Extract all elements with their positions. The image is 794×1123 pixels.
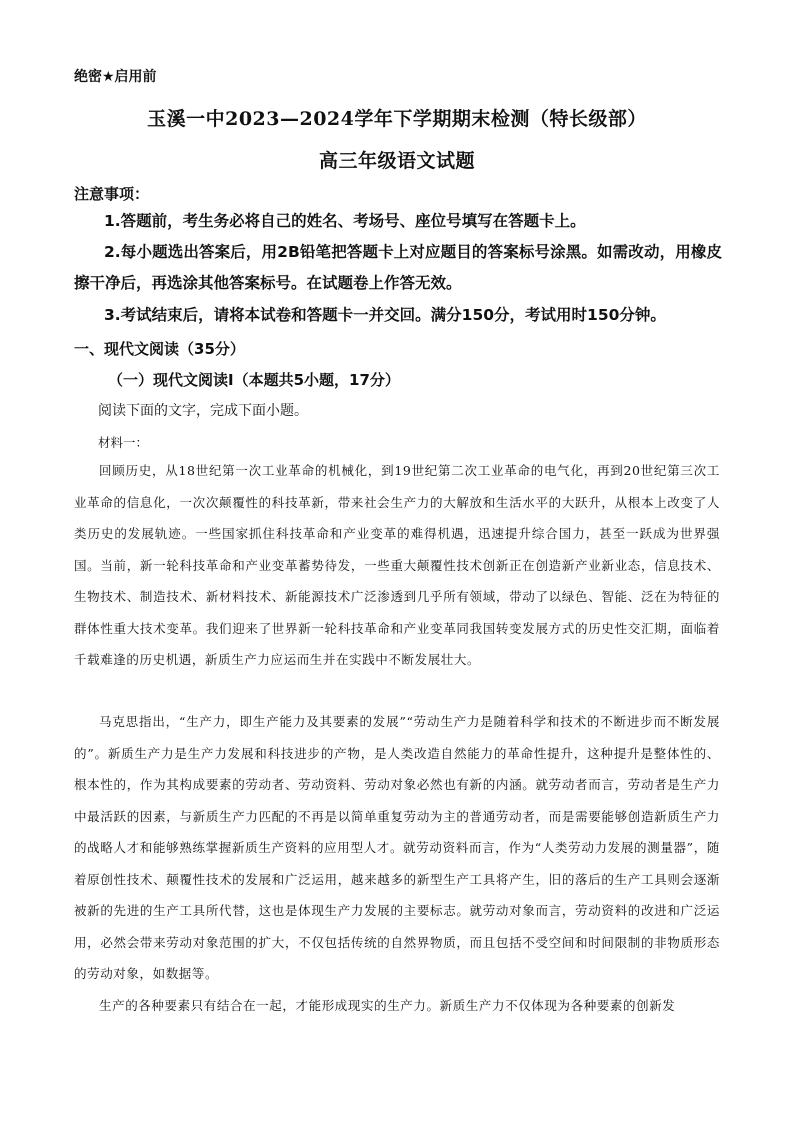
exam-subtitle: 高三年级语文试题 <box>318 150 475 172</box>
passage-paragraph-2: 马克思指出，“生产力，即生产能力及其要素的发展”“劳动生产力是随着科学和技术的不断进步而不断发展的”。新质生产力是生产力发展和科技进步的产物，是人类改造自然能力的革命性提升，这种提升是整体性的、根本性的，作为其构成要素的劳动者、劳动资料、劳动对象必然也有新的内涵。就劳动者而言，劳动者是生产力中最活跃的因素，与新质生产力匹配的不再是以简单重复劳动为主的普通劳动者，而是需要能够创造新质生产力的战略人才和能够熟练掌握新质生产资料的应用型人才。就劳动资料而言，作为“人类劳动力发展的测量器”，随着原创性技术、颠覆性技术的发展和广泛运用，越来越多的新型生产工具将产生，旧的落后的生产工具则会逐渐被新的先进的生产工具所代替，这也是体现生产力发展的主要标志。就劳动对象而言，劳动资料的改进和广泛运用，必然会带来劳动对象范围的扩大，不仅包括传统的自然界物质，而且包括不受空间和时间限制的非物质形态的劳动对象，如数据等。 <box>74 714 720 981</box>
section-heading: 一、现代文阅读（35分） <box>74 340 245 358</box>
passage-paragraph-1: 回顾历史，从18世纪第一次工业革命的机械化，到19世纪第二次工业革命的电气化，再到20世纪第三次工业革命的信息化，一次次颠覆性的科技革新，带来社会生产力的大解放和生活水平的大跃升，从根本上改变了人类历史的发展轨迹。一些国家抓住科技革命和产业变革的难得机遇，迅速提升综合国力，甚至一跃成为世界强国。当前，新一轮科技革命和产业变革蓄势待发，一些重大颠覆性技术创新正在创造新产业新业态，信息技术、生物技术、制造技术、新材料技术、新能源技术广泛渗透到几乎所有领域，带动了以绿色、智能、泛在为特征的群体性重大技术变革。我们迎来了世界新一轮科技革命和产业变革同我国转变发展方式的历史性交汇期，面临着千载难逢的历史机遇，新质生产力应运而生并在实践中不断发展壮大。 <box>74 463 720 667</box>
exam-title: 玉溪一中2023—2024学年下学期期末检测（特长级部） <box>147 108 647 130</box>
subsection-heading: （一）现代文阅读Ⅰ（本题共5小题，17分） <box>108 371 400 389</box>
reading-instruction: 阅读下面的文字，完成下面小题。 <box>98 403 308 419</box>
notice-item-2: 2.每小题选出答案后，用2B铅笔把答题卡上对应题目的答案标号涂黑。如需改动，用橡皮擦干净后，再选涂其他答案标号。在试题卷上作答无效。 <box>74 243 722 292</box>
notice-item-1: 1.答题前，考生务必将自己的姓名、考场号、座位号填写在答题卡上。 <box>104 212 586 230</box>
material-label: 材料一： <box>98 435 149 450</box>
passage-paragraph-3: 生产的各种要素只有结合在一起，才能形成现实的生产力。新质生产力不仅体现为各种要素的创新发 <box>99 998 676 1013</box>
confidential-label: 绝密★启用前 <box>74 69 157 85</box>
notice-heading: 注意事项： <box>74 185 150 203</box>
notice-item-3: 3.考试结束后，请将本试卷和答题卡一并交回。满分150分，考试用时150分钟。 <box>104 306 666 324</box>
